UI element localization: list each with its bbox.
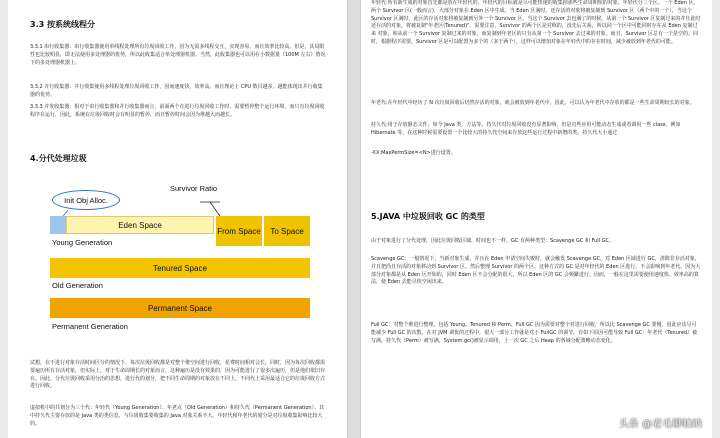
gc-types-intro-paragraph: 由于对象进行了分代处理，因此垃圾回收区域、时间也不一样。GC 有两种类型：Scavenge GC 和 Full GC。 <box>371 238 615 244</box>
survivor-ratio-pointer <box>210 202 220 216</box>
old-generation-label: Old Generation <box>52 281 103 290</box>
full-gc-paragraph: Full GC：对整个堆进行整理，包括 Young、Tenured 和 Perm。Full GC 因为需要对整个对进行回收，所以比 Scavenge GC 要慢，因此应该尽可能减少 Full GC 的次数。在对 JVM 调优的过程中，很大一部分工作就是对于 FullGC 的调节。有如下原因可能导致 Full GC：年老代（Tenured）被写满，持久代（Perm）被写满，System.gc()被显示调用，上一次 GC 之后 Heap 的各域分配策略动态变化。 <box>371 322 698 344</box>
scavenge-gc-paragraph: Scavenge GC：一般情况下，当新对象生成，并且在 Eden 申请空间失败时，就会触发 Scavenge GC，对 Eden 区域进行 GC，清除非存活对象，并且把尚且存活的对象移动到 Survivor 区。然后整理 Survivor 的两个区。这种方式的 GC 是对年轻代的 Eden 区进行，不会影响到年老代。因为大部分对象都是从 Eden 区开始的，同时 Eden 区不会分配的很大，所以 Eden 区的 GC 会频繁进行。因而，一般在这里需要使用速度快、效率高的算法，使 Eden 去能尽快空闲出来。 <box>371 256 701 286</box>
survivor-ratio-label: Survivor Ratio <box>170 184 218 193</box>
three-generations-paragraph: 虚拟机中的共划分为三个代：年轻代（Young Generation）、年老点（Old Generation）和持久代（Permanent Generation）。其中持久代主要存放的是 Java 类的类信息，与垃圾收集要收集的 Java 对象关系不大。年轻代和年老代的划分是对垃圾收集影响比较大的。 <box>30 405 325 427</box>
section-4-heading: 4.分代处理垃圾 <box>30 154 87 163</box>
watermark-text: 头条 @老毛聊帕纳 <box>618 419 702 430</box>
young-generation-label: Young Generation <box>52 238 113 247</box>
section-3-3-heading: 3.3 按系统线程分 <box>30 20 95 29</box>
permanent-generation-label: Permanent Generation <box>52 322 128 331</box>
generational-rationale-paragraph: 试想，在不进行对象存活时间区分的情况下，每次垃圾回收都是对整个堆空间进行回收，花费时间相对会长，同时，因为每次回收都需要遍历所有存活对象，但实际上，对于生命周期长的对象而言，这种遍历是没有效果的，因为可能进行了很多次遍历，但是他们依旧存在。因此，分代垃圾回收采用分治的思想，进行代的划分，把不同生命周期的对象放在不同上，不同代上采用最适合它的垃圾回收方式进行回收。 <box>30 360 326 390</box>
from-space-label: From Space <box>217 226 261 236</box>
eden-space-block: Eden Space <box>66 216 214 234</box>
max-perm-size-line: -XX:MaxPermSize=<N>进行设置。 <box>371 150 456 156</box>
section-5-heading: 5.JAVA 中垃圾回收 GC 的类型 <box>371 212 485 221</box>
tenured-space-block: Tenured Space <box>50 258 310 278</box>
parallel-collector-paragraph: 3.3.2 并行收集器：并行收集使用多线程处理垃圾回收工作，因而速度快，效率高。而且理论上 CPU 数目越多，越能体现出并行收集器的优势。 <box>30 84 323 98</box>
init-alloc-marker <box>50 216 66 234</box>
right-page <box>360 0 712 438</box>
permanent-space-block: Permanent Space <box>50 298 310 318</box>
to-space-block <box>264 216 310 246</box>
generational-heap-diagram <box>30 186 318 346</box>
serial-collector-paragraph: 3.3.1 串行收集器：串行收集器使用单线程处理所有垃圾回收工作，因为无需多线程交互，实现容易，而且效率比较高。但是，其局限性也比较明显，即无法使用多处理器的优势，所以此收集适合单处理器机器。当然，此收集器也可以用在小数据量（100M 左右）情况下的多处理器机器上。 <box>30 44 326 66</box>
page-gutter <box>348 0 360 438</box>
permanent-generation-paragraph: 持久代:用于存放静态文件，如今 Java 类、方法等。持久代对垃圾回收没有显著影响，但是有些应用可能动态生成或者调用一些 class，例如 Hibernate 等，在这种时候需要设置一个比较大的持久代空间来存放这些运行过程中新增的类。持久代大小通过 <box>371 122 681 136</box>
init-obj-alloc-bubble: Init Obj Alloc. <box>52 190 120 210</box>
young-generation-paragraph: 年轻代:所有新生成的对象首先都是放在年轻代的。年轻代的目标就是尽可能快速的收集掉那些生命周期短的对象。年轻代分三个区。一个 Eden 区，两个 Survivor 区(一般而言)。大部分对象在 Eden 区中生成。当 Eden 区满时，还存活的对象将被复制到 Survivor 区（两个中的一个），当这个 Survivor 区满时，此区的存活对象将被复制到另外一个 Survivor 区，当这个 Survivor 去也满了的时候，从第一个 Survivor 区复制过来的并且此时还存活的对象，将被复制"年老区(Tenured)"。需要注意，Survivor 的两个区是对称的，没先后关系，所以同一个区中可能同时存在从 Eden 复制过来 对象，和从前一个 Survivor 复制过来的对象，而复制到年老区的只有从第一个 Survivor 去过来的对象。而且，Survivor 区总有一个是空的。同时，根据程序需要，Survivor 区是可以配置为多个的（多于两个），这样可以增加对象在年轻代中的存在时间，减少被放到年老代的可能。 <box>371 0 701 45</box>
concurrent-collector-paragraph: 3.3.3 并发收集器：相对于串行收集器和并行收集器而言，前面两个在进行垃圾回收工作时，需要暂停整个运行环境，而只有垃圾回收程序在运行，因此，系统在垃圾回收时会有明显的暂停，而且暂停时间会因为堆越大而越长。 <box>30 104 325 118</box>
from-space-block <box>216 216 262 246</box>
old-generation-paragraph: 年老代:在年轻代中经历了 N 次垃圾回收后仍然存活的对象，就会被放到年老代中。因此，可以认为年老代中存放的都是一些生命周期较长的对象。 <box>371 100 695 106</box>
to-space-label: To Space <box>270 226 304 236</box>
left-page <box>8 0 348 438</box>
